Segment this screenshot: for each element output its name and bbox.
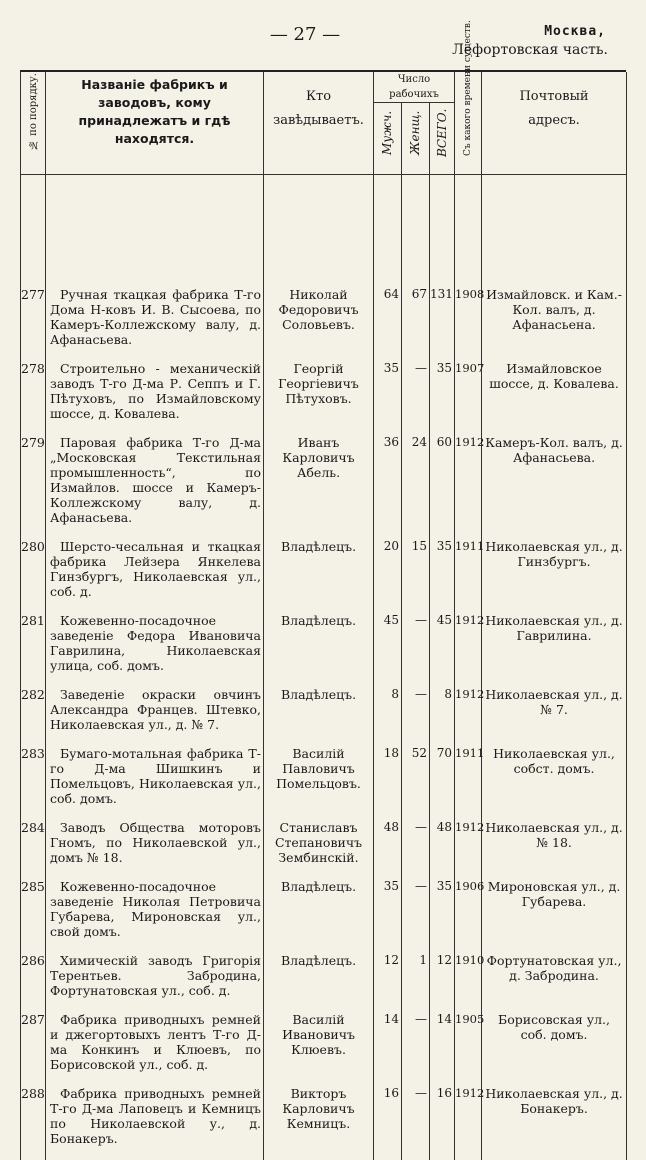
header-men-label: Мужч. bbox=[380, 103, 395, 163]
row-number: 287 bbox=[21, 1012, 46, 1086]
row-total: 60 bbox=[430, 435, 455, 539]
row-year: 1905 bbox=[455, 1012, 482, 1086]
header-manager bbox=[264, 72, 374, 175]
row-women: 15 bbox=[402, 539, 430, 613]
row-address: Измайловское шоссе, д. Ковалева. bbox=[482, 361, 627, 435]
row-total: 12 bbox=[430, 953, 455, 1012]
row-total: 35 bbox=[430, 879, 455, 953]
header-women bbox=[402, 103, 430, 175]
row-factory-name: Шерсто-чесальная и ткацкая фабрика Лейзера Янкелева Гинзбургъ, Николаевская ул., соб. д. bbox=[46, 539, 264, 613]
table-row bbox=[21, 1086, 627, 1160]
row-factory-name: Строительно - механическій заводъ Т-го Д-ма Р. Сеппъ и Г. Пѣтуховъ, по Измайловскому шоссе, д. Ковалева. bbox=[46, 361, 264, 435]
header-address-label-1: Почтовый bbox=[482, 72, 626, 108]
row-number: 288 bbox=[21, 1086, 46, 1160]
row-year: 1910 bbox=[455, 953, 482, 1012]
row-factory-name: Бумаго-мотальная фабрика Т-го Д-ма Шишкинъ и Помельцовъ, Николаевская ул., соб. домъ. bbox=[46, 746, 264, 820]
row-number: 284 bbox=[21, 820, 46, 879]
table-row bbox=[21, 287, 627, 361]
header-women-label: Женщ. bbox=[408, 103, 423, 163]
row-address: Николаевская ул., д. № 7. bbox=[482, 687, 627, 746]
row-women: — bbox=[402, 820, 430, 879]
row-men: 20 bbox=[374, 539, 402, 613]
row-total: 70 bbox=[430, 746, 455, 820]
row-year: 1907 bbox=[455, 361, 482, 435]
table-row bbox=[21, 613, 627, 687]
row-address: Николаевская ул., собст. домъ. bbox=[482, 746, 627, 820]
row-address: Камеръ-Кол. валъ, д. Афанасьева. bbox=[482, 435, 627, 539]
city-heading: Москва, bbox=[544, 24, 606, 39]
row-manager: Николай Федоровичъ Соловьевъ. bbox=[264, 287, 374, 361]
row-year: 1911 bbox=[455, 746, 482, 820]
header-workers: Число рабочихъ bbox=[374, 72, 455, 103]
header-total bbox=[430, 103, 455, 175]
row-year: 1912 bbox=[455, 613, 482, 687]
row-manager: Владѣлецъ. bbox=[264, 687, 374, 746]
row-address: Фортунатовская ул., д. Забродина. bbox=[482, 953, 627, 1012]
row-address: Николаевская ул., д. Бонакеръ. bbox=[482, 1086, 627, 1160]
factory-table bbox=[20, 72, 627, 1160]
row-men: 48 bbox=[374, 820, 402, 879]
row-manager: Георгій Георгіевичъ Пѣтуховъ. bbox=[264, 361, 374, 435]
table-row bbox=[21, 879, 627, 953]
row-year: 1912 bbox=[455, 820, 482, 879]
table-row bbox=[21, 361, 627, 435]
row-year: 1912 bbox=[455, 435, 482, 539]
header-name bbox=[46, 72, 264, 175]
header-address-label-2: адресъ. bbox=[482, 108, 626, 132]
table-spacer-row bbox=[21, 175, 627, 288]
row-factory-name: Заведеніе окраски овчинъ Александра Францев. Штевко, Николаевская ул., д. № 7. bbox=[46, 687, 264, 746]
row-men: 35 bbox=[374, 879, 402, 953]
row-men: 36 bbox=[374, 435, 402, 539]
header-year-label: Съ какого времени существ. bbox=[461, 72, 476, 156]
row-total: 8 bbox=[430, 687, 455, 746]
table-row bbox=[21, 746, 627, 820]
row-men: 64 bbox=[374, 287, 402, 361]
row-year: 1908 bbox=[455, 287, 482, 361]
row-women: — bbox=[402, 613, 430, 687]
row-factory-name: Кожевенно-посадочное заведеніе Николая Петровича Губарева, Мироновская ул., свой домъ. bbox=[46, 879, 264, 953]
row-address: Николаевская ул., д. Гинзбургъ. bbox=[482, 539, 627, 613]
row-address: Измайловск. и Кам.-Кол. валъ, д. Афанасьена. bbox=[482, 287, 627, 361]
row-total: 35 bbox=[430, 361, 455, 435]
row-factory-name: Ручная ткацкая фабрика Т-го Дома Н-ковъ И. В. Сысоева, по Камеръ-Коллежскому валу, д. Афанасьева. bbox=[46, 287, 264, 361]
row-men: 14 bbox=[374, 1012, 402, 1086]
row-men: 35 bbox=[374, 361, 402, 435]
header-number-label: № по порядку. bbox=[26, 72, 41, 152]
row-manager: Викторъ Карловичъ Кемницъ. bbox=[264, 1086, 374, 1160]
row-factory-name: Кожевенно-посадочное заведеніе Федора Ивановича Гаврилина, Николаевская улица, соб. домъ. bbox=[46, 613, 264, 687]
header-total-label: ВСЕГО. bbox=[435, 103, 450, 163]
row-year: 1912 bbox=[455, 1086, 482, 1160]
row-number: 277 bbox=[21, 287, 46, 361]
table-row bbox=[21, 1012, 627, 1086]
header-number bbox=[21, 72, 46, 175]
header-address bbox=[482, 72, 627, 175]
row-manager: Владѣлецъ. bbox=[264, 879, 374, 953]
row-number: 279 bbox=[21, 435, 46, 539]
table-row bbox=[21, 687, 627, 746]
row-number: 286 bbox=[21, 953, 46, 1012]
row-men: 8 bbox=[374, 687, 402, 746]
row-women: 1 bbox=[402, 953, 430, 1012]
factory-table-container bbox=[20, 70, 626, 1025]
header-year bbox=[455, 72, 482, 175]
row-number: 281 bbox=[21, 613, 46, 687]
row-number: 285 bbox=[21, 879, 46, 953]
row-factory-name: Заводъ Общества моторовъ Гномъ, по Николаевской ул., домъ № 18. bbox=[46, 820, 264, 879]
row-total: 14 bbox=[430, 1012, 455, 1086]
row-address: Мироновская ул., д. Губарева. bbox=[482, 879, 627, 953]
row-manager: Станиславъ Степановичъ Зембинскій. bbox=[264, 820, 374, 879]
header-manager-label-2: завѣдываетъ. bbox=[264, 108, 373, 132]
table-row bbox=[21, 539, 627, 613]
page-number: — 27 — bbox=[240, 24, 370, 45]
row-number: 280 bbox=[21, 539, 46, 613]
row-year: 1906 bbox=[455, 879, 482, 953]
row-women: 24 bbox=[402, 435, 430, 539]
row-number: 283 bbox=[21, 746, 46, 820]
row-women: — bbox=[402, 879, 430, 953]
row-women: 52 bbox=[402, 746, 430, 820]
row-total: 48 bbox=[430, 820, 455, 879]
row-manager: Иванъ Карловичъ Абель. bbox=[264, 435, 374, 539]
row-manager: Владѣлецъ. bbox=[264, 953, 374, 1012]
row-number: 282 bbox=[21, 687, 46, 746]
row-year: 1912 bbox=[455, 687, 482, 746]
header-men bbox=[374, 103, 402, 175]
table-row bbox=[21, 435, 627, 539]
row-manager: Василій Павловичъ Помельцовъ. bbox=[264, 746, 374, 820]
row-address: Борисовская ул., соб. домъ. bbox=[482, 1012, 627, 1086]
district-heading: Лефортовская часть. bbox=[452, 42, 608, 58]
row-total: 35 bbox=[430, 539, 455, 613]
row-factory-name: Фабрика приводныхъ ремней и джегортовыхъ лентъ Т-го Д-ма Конкинъ и Клюевъ, по Борисовской ул., соб. д. bbox=[46, 1012, 264, 1086]
row-address: Николаевская ул., д. № 18. bbox=[482, 820, 627, 879]
table-body bbox=[21, 175, 627, 1160]
row-men: 45 bbox=[374, 613, 402, 687]
row-women: 67 bbox=[402, 287, 430, 361]
row-women: — bbox=[402, 1012, 430, 1086]
row-address: Николаевская ул., д. Гаврилина. bbox=[482, 613, 627, 687]
row-men: 16 bbox=[374, 1086, 402, 1160]
row-women: — bbox=[402, 1086, 430, 1160]
row-manager: Владѣлецъ. bbox=[264, 539, 374, 613]
table-row bbox=[21, 953, 627, 1012]
row-factory-name: Химическій заводъ Григорія Терентьев. Забродина, Фортунатовская ул., соб. д. bbox=[46, 953, 264, 1012]
header-manager-label-1: Кто bbox=[264, 72, 373, 108]
row-men: 12 bbox=[374, 953, 402, 1012]
row-year: 1911 bbox=[455, 539, 482, 613]
row-total: 45 bbox=[430, 613, 455, 687]
row-manager: Василій Ивановичъ Клюевъ. bbox=[264, 1012, 374, 1086]
row-total: 131 bbox=[430, 287, 455, 361]
header-name-label: Названіе фабрикъ и заводовъ, кому принадлежатъ и гдѣ находятся. bbox=[46, 72, 263, 152]
row-number: 278 bbox=[21, 361, 46, 435]
row-women: — bbox=[402, 361, 430, 435]
row-women: — bbox=[402, 687, 430, 746]
row-factory-name: Фабрика приводныхъ ремней Т-го Д-ма Лаповецъ и Кемницъ по Николаевской у., д. Бонакеръ. bbox=[46, 1086, 264, 1160]
row-total: 16 bbox=[430, 1086, 455, 1160]
row-factory-name: Паровая фабрика Т-го Д-ма „Московская Текстильная промышленность“, по Измайлов. шоссе и Камеръ-Коллежскому валу, д. Афанасьева. bbox=[46, 435, 264, 539]
row-men: 18 bbox=[374, 746, 402, 820]
table-row bbox=[21, 820, 627, 879]
row-manager: Владѣлецъ. bbox=[264, 613, 374, 687]
